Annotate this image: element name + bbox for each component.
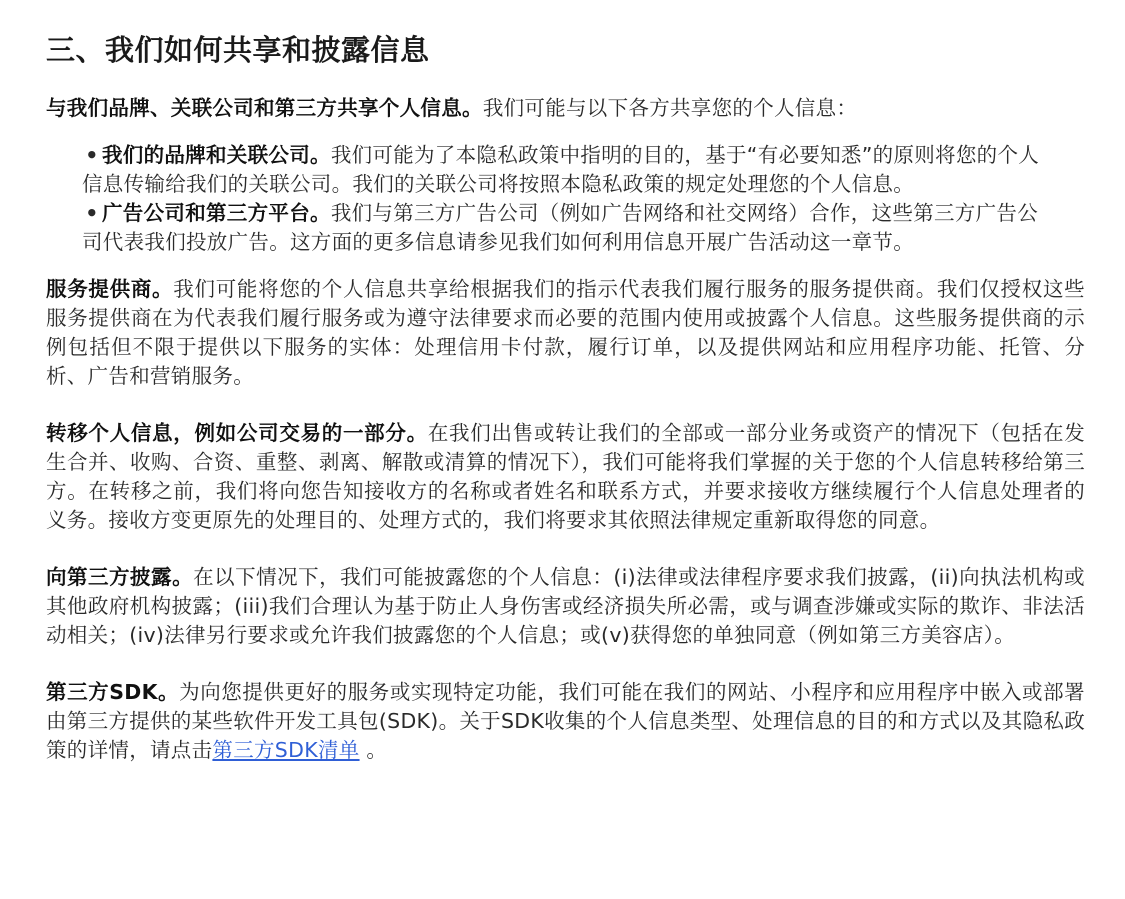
list-item-heading: 广告公司和第三方平台。 bbox=[102, 201, 331, 225]
list-item bbox=[82, 199, 1042, 257]
paragraph-heading: 向第三方披露。 bbox=[46, 565, 194, 589]
paragraph-sdk bbox=[46, 678, 1085, 765]
sharing-intro-heading: 与我们品牌、关联公司和第三方共享个人信息。 bbox=[46, 96, 483, 120]
paragraph-heading: 第三方SDK。 bbox=[46, 680, 180, 704]
sharing-parties-list bbox=[82, 141, 1085, 257]
paragraph-end: 。 bbox=[359, 738, 388, 762]
bullet-marker: • bbox=[85, 143, 99, 167]
paragraph-service-providers bbox=[46, 275, 1085, 391]
paragraph-text: 在以下情况下，我们可能披露您的个人信息：(i)法律或法律程序要求我们披露，(ii)向执法机构或其他政府机构披露；(iii)我们合理认为基于防止人身伤害或经济损失所必需，或与调查涉嫌或实际的欺诈、非法活动相关；(iv)法律另行要求或允许我们披露您的个人信息；或(v)获得您的单独同意（例如第三方美容店）。 bbox=[46, 565, 1085, 647]
paragraph-transfer bbox=[46, 419, 1085, 535]
list-item bbox=[82, 141, 1042, 199]
paragraph-text: 我们可能将您的个人信息共享给根据我们的指示代表我们履行服务的服务提供商。我们仅授权这些服务提供商在为代表我们履行服务或为遵守法律要求而必要的范围内使用或披露个人信息。这些服务提供商的示例包括但不限于提供以下服务的实体：处理信用卡付款，履行订单，以及提供网站和应用程序功能、托管、分析、广告和营销服务。 bbox=[46, 277, 1085, 388]
paragraph-disclosure bbox=[46, 563, 1085, 650]
paragraph-heading: 服务提供商。 bbox=[46, 277, 174, 301]
sdk-list-link[interactable]: 第三方SDK清单 bbox=[212, 738, 360, 762]
sharing-intro bbox=[46, 94, 1085, 123]
list-item-text: 我们可能为了本隐私政策中指明的目的，基于“有必要知悉”的原则将您的个人信息传输给我们的关联公司。我们的关联公司将按照本隐私政策的规定处理您的个人信息。 bbox=[82, 143, 1040, 196]
sharing-intro-text: 我们可能与以下各方共享您的个人信息： bbox=[482, 96, 858, 120]
list-item-heading: 我们的品牌和关联公司。 bbox=[102, 143, 331, 167]
paragraph-text: 在我们出售或转让我们的全部或一部分业务或资产的情况下（包括在发生合并、收购、合资、重整、剥离、解散或清算的情况下），我们可能将我们掌握的关于您的个人信息转移给第三方。在转移之前，我们将向您告知接收方的名称或者姓名和联系方式，并要求接收方继续履行个人信息处理者的义务。接收方变更原先的处理目的、处理方式的，我们将要求其依照法律规定重新取得您的同意。 bbox=[46, 421, 1085, 532]
section-title: 三、我们如何共享和披露信息 bbox=[46, 33, 430, 67]
bullet-marker: • bbox=[85, 201, 99, 225]
paragraph-text: 为向您提供更好的服务或实现特定功能，我们可能在我们的网站、小程序和应用程序中嵌入或部署由第三方提供的某些软件开发工具包(SDK)。关于SDK收集的个人信息类型、处理信息的目的和方式以及其隐私政策的详情，请点击 bbox=[46, 680, 1085, 762]
paragraph-heading: 转移个人信息，例如公司交易的一部分。 bbox=[46, 421, 428, 445]
list-item-text: 我们与第三方广告公司（例如广告网络和社交网络）合作，这些第三方广告公司代表我们投放广告。这方面的更多信息请参见我们如何利用信息开展广告活动这一章节。 bbox=[82, 201, 1039, 254]
